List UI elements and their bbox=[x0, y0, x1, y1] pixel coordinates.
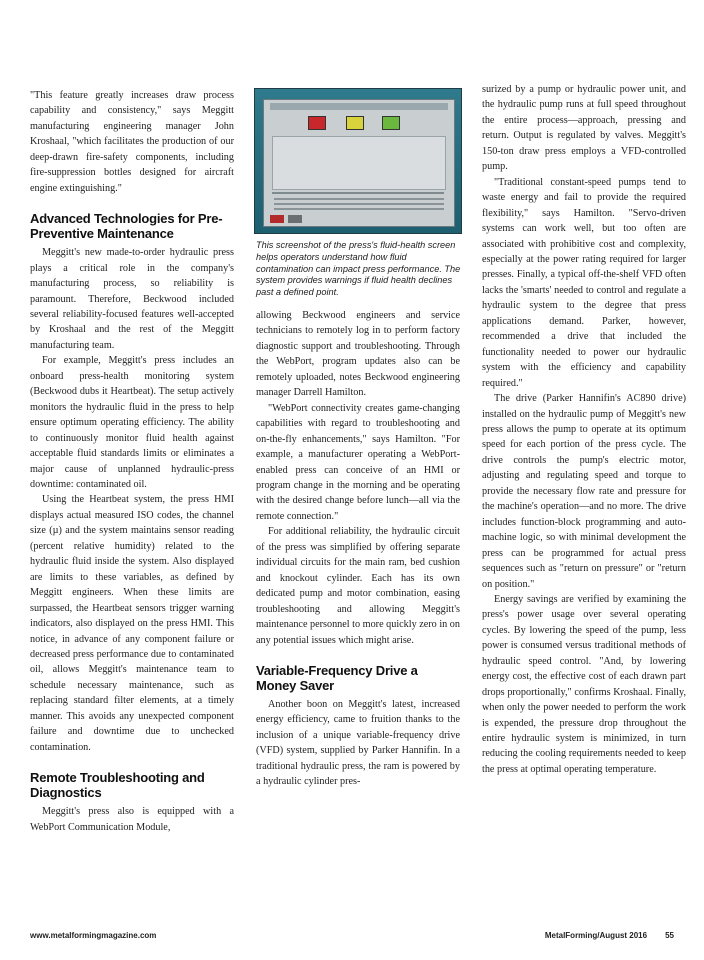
hmi-screenshot-figure bbox=[254, 88, 462, 234]
paragraph: "This feature greatly increases draw process capability and consistency," says Meggitt manufacturing engineering manager John Kroshaal, "which facilitates the production of our deep-drawn fire-safety components, including fire-suppression bottles designed for aircraft engine extinguishing." bbox=[30, 90, 234, 194]
paragraph: For example, Meggitt's press includes an onboard press-health monitoring system (Beckwood dubs it Heartbeat). The setup actively monitors the hydraulic fluid in the press to help ensure optimum operating efficiency. The ability to continuously monitor fluid health against acceptable fluid standards limits or eliminates a major cause of unplanned hydraulic-press downtime: contaminated oil. bbox=[30, 355, 234, 490]
paragraph: Energy savings are verified by examining the press's power usage over several operating cycles. By lowering the speed of the pump, less power is consumed versus traditional methods of hydraulic speed control. "And, by lowering energy cost, the effective cost of each drawn part drops proportionally," confirms Kroshaal. Finally, when only the power needed to perform the work is expended, the pressure drop throughout the entire hydraulic system is minimized, in turn reducing the cooling requirements needed to keep the press at optimal operating temperature. bbox=[482, 593, 686, 775]
section-heading: Remote Troubleshooting and Diagnostics bbox=[30, 770, 205, 801]
hmi-readout-panel bbox=[272, 136, 446, 190]
paragraph: allowing Beckwood engineers and service technicians to remotely log in to perform factory diagnostic support and troubleshooting. Through the WebPort, program updates also can be remotely uploaded, notes Beckwood engineering manager Darrell Hamilton. bbox=[256, 310, 460, 399]
section-heading: Advanced Technologies for Pre-Preventive Maintenance bbox=[30, 211, 223, 242]
issue-label: MetalForming/August 2016 bbox=[544, 931, 648, 940]
figure-caption: This screenshot of the press's fluid-health screen helps operators understand how fluid contamination can impact press performance. The system provides warnings if fluid health declines past a defined point. bbox=[256, 240, 461, 298]
hmi-button bbox=[288, 215, 302, 223]
green-indicator-icon bbox=[382, 116, 400, 130]
section-heading: Variable-Frequency Drive a Money Saver bbox=[256, 662, 418, 693]
paragraph: "Traditional constant-speed pumps tend to waste energy and fail to provide the required flexibility," says Hamilton. "Servo-driven systems can work well, but too often are associated with prohibitive cost and complexity, especially at the power rating required for larger presses. Finally, a typical off-the-shelf VFD often lacks the 'smarts' needed to control and regulate a hydraulic system to the degree that press applications demand. Parker, however, recommended a drive that included the functionality needed to power our hydraulic system with the efficiency and capability required." bbox=[482, 176, 686, 389]
hmi-text-lines bbox=[274, 198, 444, 214]
paragraph: Meggitt's press also is equipped with a WebPort Communication Module, bbox=[30, 806, 234, 833]
paragraph: "WebPort connectivity creates game-changing capabilities with regard to troubleshooting and on-the-fly enhancements," says Hamilton. "For example, a manufacturer operating a WebPort-enabled press can conceive of an HMI or program change in the morning and be operating with the desired change before lunch—all via the remote connection." bbox=[256, 402, 460, 522]
paragraph: Another boon on Meggitt's latest, increased energy efficiency, came to fruition thanks to the inclusion of a unique variable-frequency drive (VFD) system, supplied by Parker Hannifin. In a traditional hydraulic press, the ram is powered by a hydraulic cylinder pres- bbox=[256, 698, 460, 788]
hmi-button bbox=[270, 215, 284, 223]
article-column-3 bbox=[482, 82, 686, 777]
red-indicator-icon bbox=[308, 116, 326, 130]
hmi-title-bar bbox=[270, 103, 448, 110]
paragraph: Using the Heartbeat system, the press HMI displays actual measured ISO codes, the channel size (µ) and the system maintains sensor reading (percent relative humidity) related to the hydraulic fluid inside the system. Also displayed are limits to these variables, as defined by Meggitt engineers. When these limits are surpassed, the Heartbeat sensors trigger warning indicators, also displayed on the press HMI. This notice, in advance of any component failure or decreased press performance due to contaminated oil, allows Meggitt's maintenance team to schedule necessary maintenance, such as replacing standard filter elements, at a timely manner. This avoids any unexpected component failure and downtime due to unchecked contamination. bbox=[30, 494, 234, 753]
article-column-1 bbox=[30, 88, 234, 835]
hmi-divider bbox=[272, 192, 444, 194]
paragraph: Meggitt's new made-to-order hydraulic press plays a critical role in the company's manufacturing process, so reliability is paramount. Therefore, Beckwood included several reliability-focused features well-accepted by Kroshaal and the rest of the Meggitt manufacturing team. bbox=[30, 247, 234, 351]
page-number: 55 bbox=[665, 931, 674, 940]
paragraph: The drive (Parker Hannifin's AC890 drive) installed on the hydraulic pump of Meggitt's new press allows the pump to operate at its optimum speed for each portion of the press cycle. The drive controls the pump's electric motor, adjusting and regulating speed and torque to provide the necessary flow rate and pressure for the machine's operation—and no more. The drive includes function-block programming and auto-machine logic, so with minimal development the press can be programmed for actual press sequences such as "return on pressure" or "return on position." bbox=[482, 393, 686, 590]
footer-url: www.metalformingmagazine.com bbox=[30, 931, 157, 940]
yellow-indicator-icon bbox=[346, 116, 364, 130]
paragraph: For additional reliability, the hydraulic circuit of the press was simplified by offering separate individual circuits for the main ram, bed cushion and knockout cylinder. Each has its own dedicated pump and motor combination, easing troubleshooting and allowing Meggitt's maintenance personnel to more quickly zero in on any potential issues which might arise. bbox=[256, 526, 460, 646]
paragraph: surized by a pump or hydraulic power unit, and the hydraulic pump runs at full speed throughout the entire process—approach, pressing and return. Output is regulated by valves. Meggitt's 150-ton draw press employs a VFD-controlled pump. bbox=[482, 84, 686, 173]
article-column-2 bbox=[256, 308, 460, 790]
footer-issue bbox=[545, 931, 674, 940]
hmi-screen bbox=[263, 99, 455, 227]
